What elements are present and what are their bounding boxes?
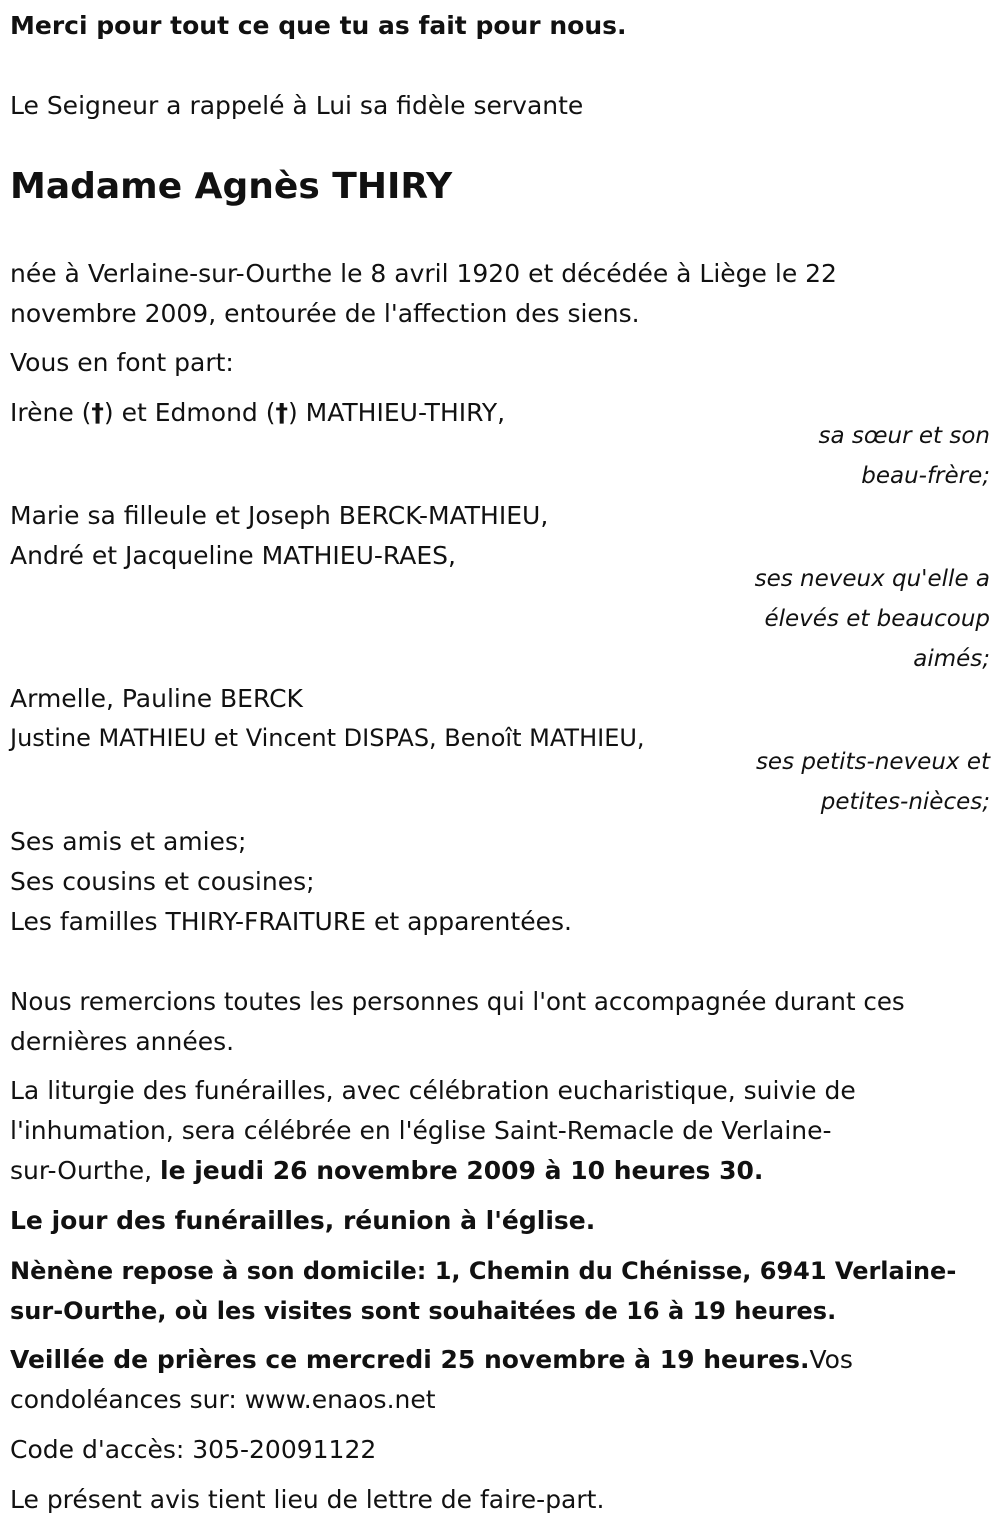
thanks-heading: Merci pour tout ce que tu as fait pour nous. bbox=[10, 11, 627, 40]
announcers-intro: Vous en font part: bbox=[10, 348, 234, 377]
thanks-paragraph-line-1: Nous remercions toutes les personnes qui l'ont accompagnée durant ces bbox=[10, 987, 905, 1016]
family-line-justine-vincent-benoit: Justine MATHIEU et Vincent DISPAS, Benoît MATHIEU, bbox=[10, 724, 645, 752]
cross-icon: † bbox=[275, 398, 288, 427]
family-line-marie-joseph: Marie sa filleule et Joseph BERCK-MATHIEU, bbox=[10, 501, 549, 530]
liturgy-line-2: l'inhumation, sera célébrée en l'église Saint-Remacle de Verlaine- bbox=[10, 1116, 832, 1145]
deceased-name: Madame Agnès THIRY bbox=[10, 166, 453, 207]
family-text-b: ) et Edmond ( bbox=[103, 398, 276, 427]
access-code: Code d'accès: 305-20091122 bbox=[10, 1435, 377, 1464]
intro-text: Le Seigneur a rappelé à Lui sa fidèle servante bbox=[10, 91, 584, 120]
vigil-text: Veillée de prières ce mercredi 25 novembre à 19 heures. bbox=[10, 1345, 810, 1374]
relation-nephews-line-1: ses neveux qu'elle a bbox=[754, 566, 990, 592]
relation-grandnephews-line-2: petites-nièces; bbox=[820, 789, 990, 815]
relation-sister-line-1: sa sœur et son bbox=[818, 423, 990, 449]
rest-line-1: Nènène repose à son domicile: 1, Chemin du Chénisse, 6941 Verlaine- bbox=[10, 1257, 957, 1285]
condolences-line: condoléances sur: www.enaos.net bbox=[10, 1385, 436, 1414]
families-line: Les familles THIRY-FRAITURE et apparentées. bbox=[10, 907, 572, 936]
cross-icon: † bbox=[91, 398, 104, 427]
liturgy-line-1: La liturgie des funérailles, avec célébration eucharistique, suivie de bbox=[10, 1076, 856, 1105]
liturgy-line-3 bbox=[10, 1151, 763, 1191]
rest-line-2: sur-Ourthe, où les visites sont souhaitées de 16 à 19 heures. bbox=[10, 1297, 837, 1325]
family-line-armelle-pauline: Armelle, Pauline BERCK bbox=[10, 684, 303, 713]
meeting-note: Le jour des funérailles, réunion à l'église. bbox=[10, 1206, 596, 1235]
relation-sister-line-2: beau-frère; bbox=[861, 463, 990, 489]
family-text-c: ) MATHIEU-THIRY, bbox=[287, 398, 506, 427]
funeral-date: le jeudi 26 novembre 2009 à 10 heures 30. bbox=[160, 1156, 764, 1185]
notice-text: Le présent avis tient lieu de lettre de faire-part. bbox=[10, 1485, 605, 1514]
birth-death-line-2: novembre 2009, entourée de l'affection des siens. bbox=[10, 299, 640, 328]
family-text-a: Irène ( bbox=[10, 398, 92, 427]
family-line-andre-jacqueline: André et Jacqueline MATHIEU-RAES, bbox=[10, 541, 456, 570]
family-line-irene-edmond bbox=[10, 393, 505, 433]
condolences-start: Vos bbox=[809, 1345, 853, 1374]
liturgy-place: sur-Ourthe, bbox=[10, 1156, 160, 1185]
relation-nephews-line-2: élevés et beaucoup bbox=[764, 606, 990, 632]
relation-grandnephews-line-1: ses petits-neveux et bbox=[755, 749, 990, 775]
relation-nephews-line-3: aimés; bbox=[913, 646, 990, 672]
vigil-line bbox=[10, 1340, 853, 1380]
birth-death-line-1: née à Verlaine-sur-Ourthe le 8 avril 1920 et décédée à Liège le 22 bbox=[10, 259, 837, 288]
thanks-paragraph-line-2: dernières années. bbox=[10, 1027, 235, 1056]
cousins-line: Ses cousins et cousines; bbox=[10, 867, 315, 896]
friends-line: Ses amis et amies; bbox=[10, 827, 247, 856]
